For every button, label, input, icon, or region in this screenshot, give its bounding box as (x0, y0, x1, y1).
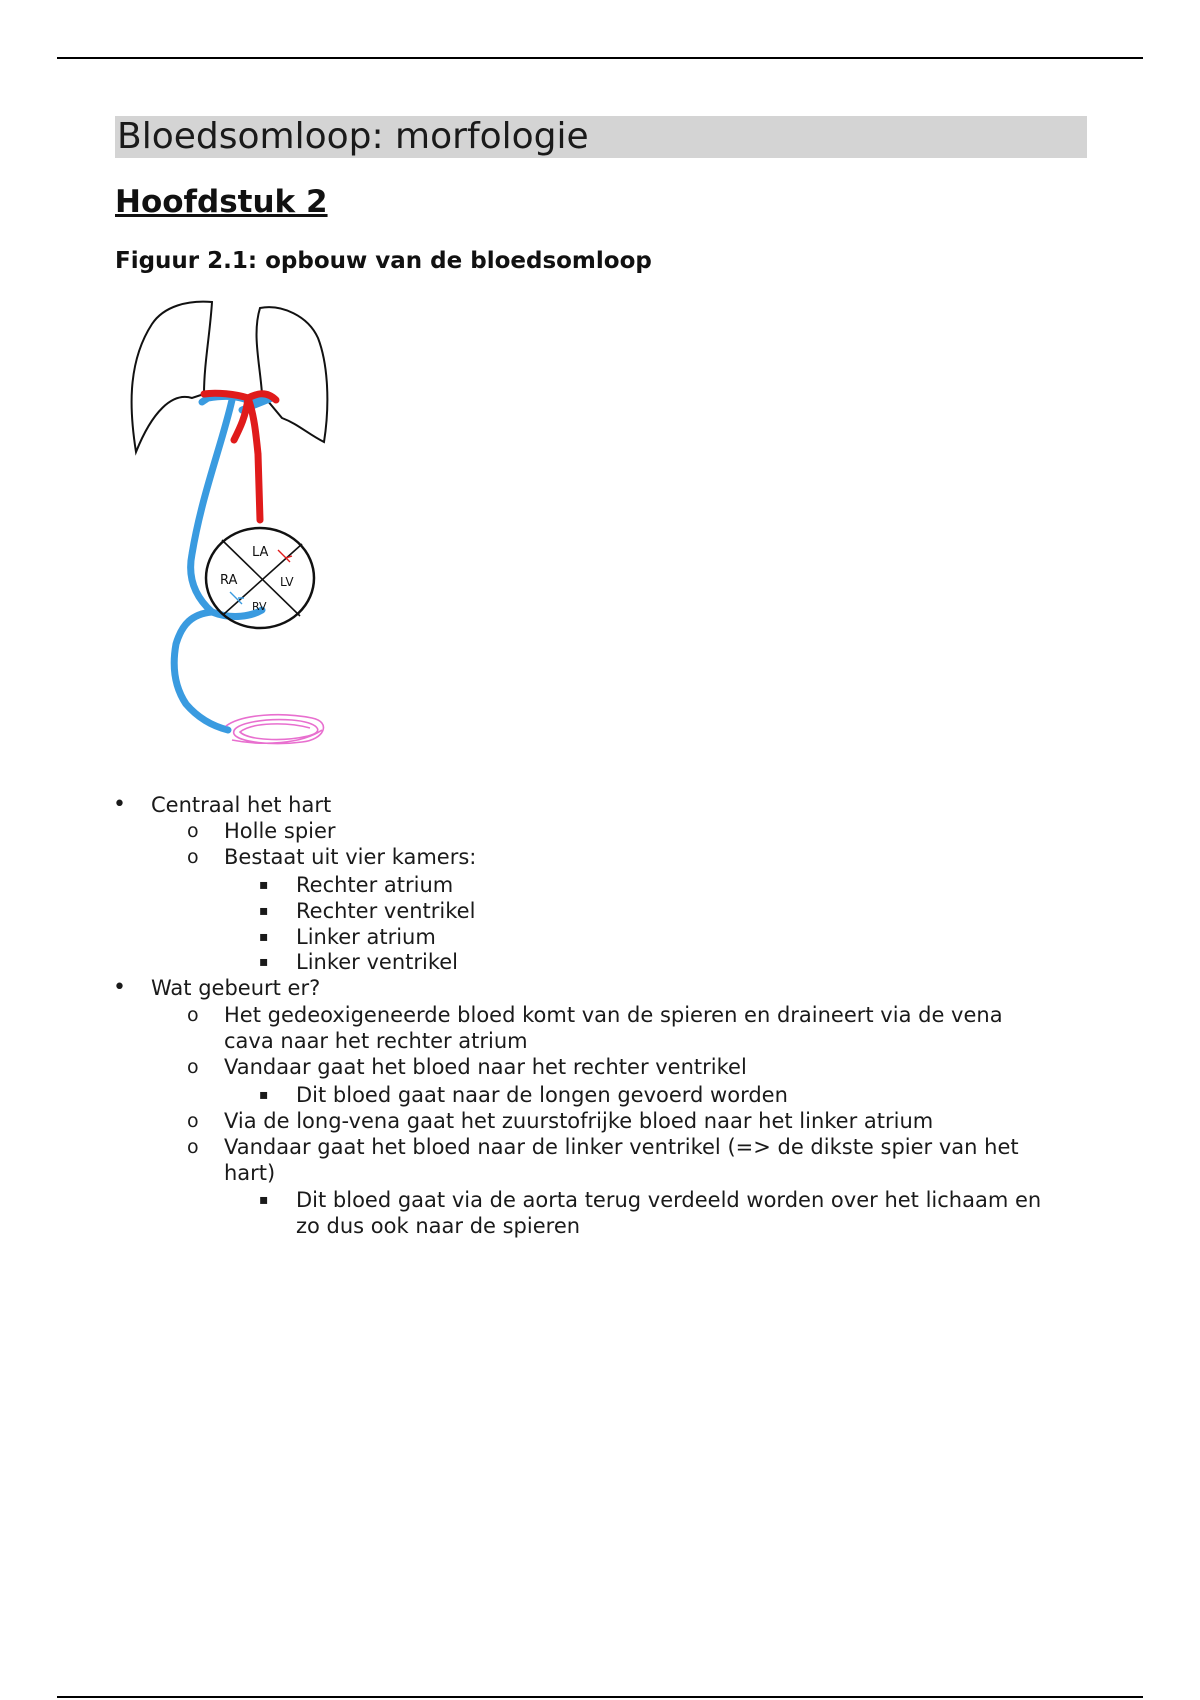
list-item-continuation: zo dus ook naar de spieren (296, 1214, 581, 1238)
chamber-item: Linker ventrikel (296, 950, 459, 974)
list-item: Dit bloed gaat via de aorta terug verdeeld worden over het lichaam en (296, 1188, 1042, 1212)
list-marker: o (187, 1110, 199, 1132)
list-marker: ▪ (259, 929, 269, 945)
list-marker: ▪ (259, 954, 269, 970)
list-item: Wat gebeurt er? (151, 976, 321, 1000)
list-marker: o (187, 846, 199, 868)
list-item: Via de long-vena gaat het zuurstofrijke bloed naar het linker atrium (224, 1109, 934, 1133)
page-title: Bloedsomloop: morfologie (117, 116, 589, 157)
list-item-continuation: hart) (224, 1161, 276, 1185)
list-item: Vandaar gaat het bloed naar het rechter ventrikel (224, 1055, 747, 1079)
list-marker: • (113, 792, 126, 817)
chamber-item: Rechter ventrikel (296, 899, 476, 923)
list-marker: ▪ (259, 1087, 269, 1103)
label-rv: RV (252, 600, 267, 613)
list-item: Centraal het hart (151, 793, 332, 817)
list-item: Dit bloed gaat naar de longen gevoerd worden (296, 1083, 788, 1107)
label-la: LA (252, 545, 269, 560)
list-item: Het gedeoxigeneerde bloed komt van de spieren en draineert via de vena (224, 1003, 1003, 1027)
left-lung (132, 302, 212, 452)
list-marker: • (113, 975, 126, 1000)
list-marker: o (187, 1056, 199, 1078)
chamber-item: Linker atrium (296, 925, 436, 949)
list-marker: ▪ (259, 903, 269, 919)
list-marker: ▪ (259, 877, 269, 893)
header-rule (57, 57, 1143, 59)
list-item: Bestaat uit vier kamers: (224, 845, 477, 869)
chamber-item: Rechter atrium (296, 873, 454, 897)
list-marker: ▪ (259, 1192, 269, 1208)
circulation-diagram (112, 294, 372, 754)
label-ra: RA (220, 573, 238, 588)
vena-cava (174, 612, 228, 730)
label-lv: LV (280, 575, 294, 589)
list-marker: o (187, 1004, 199, 1026)
list-item: Vandaar gaat het bloed naar de linker ventrikel (=> de dikste spier van het (224, 1135, 1019, 1159)
list-item-continuation: cava naar het rechter atrium (224, 1029, 528, 1053)
right-lung (257, 307, 328, 442)
list-marker: o (187, 1136, 199, 1158)
title-band (115, 116, 1087, 158)
list-marker: o (187, 820, 199, 842)
figure-caption: Figuur 2.1: opbouw van de bloedsomloop (115, 248, 652, 274)
list-item: Holle spier (224, 819, 336, 843)
footer-rule (57, 1696, 1143, 1698)
chapter-heading: Hoofdstuk 2 (115, 184, 328, 220)
muscle-capillaries (226, 715, 323, 744)
